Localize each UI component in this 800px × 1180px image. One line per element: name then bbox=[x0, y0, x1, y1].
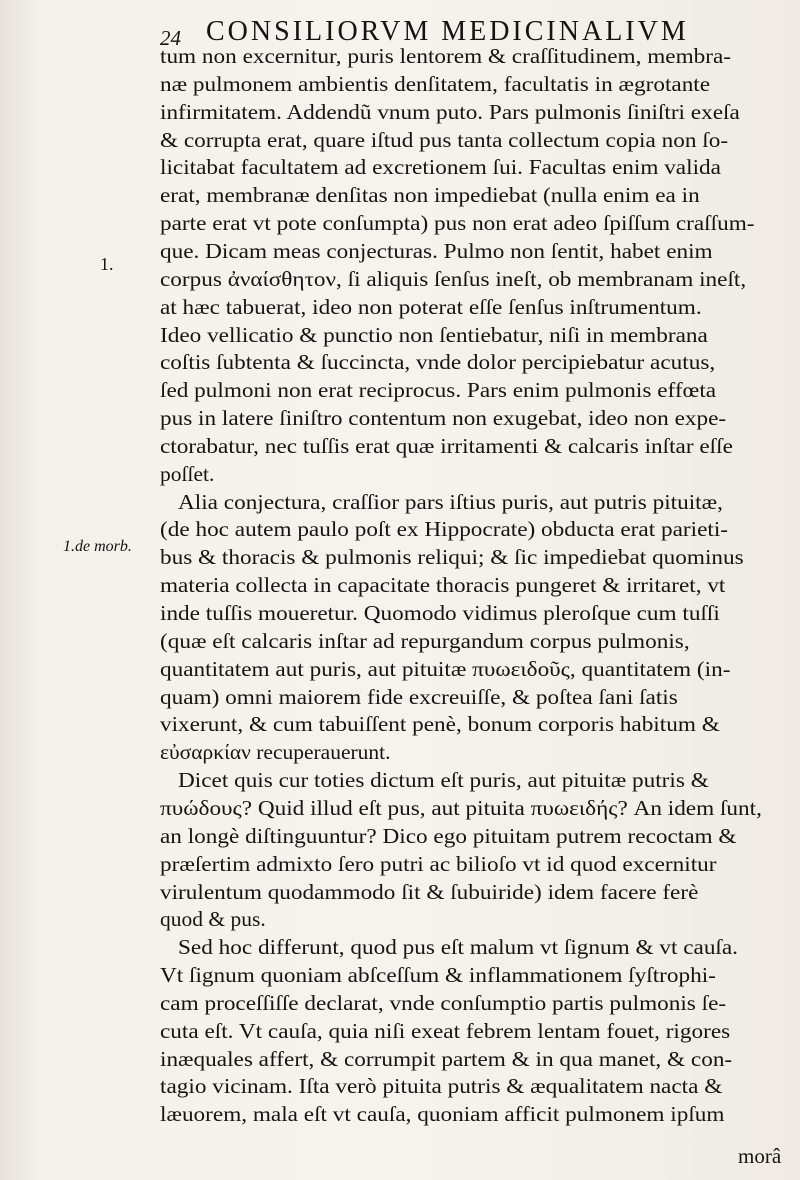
text-line: que. Dicam meas conjecturas. Pulmo non ſentit, habet enim bbox=[160, 238, 713, 263]
text-line: Dicet quis cur toties dictum eſt puris, aut pituitæ putris & bbox=[178, 768, 709, 793]
text-line: εὐσαρκίαν recuperauerunt. bbox=[160, 740, 391, 765]
text-line: ctorabatur, nec tuſſis erat quæ irritamenti & calcaris inſtar eſſe bbox=[160, 433, 733, 458]
text-line: cam proceſſiſſe declarat, vnde conſumptio partis pulmonis ſe- bbox=[160, 990, 727, 1015]
text-line: næ pulmonem ambientis denſitatem, facultatis in ægrotante bbox=[160, 71, 711, 96]
text-line: virulentum quodammodo ſit & ſubuiride) idem facere ferè bbox=[160, 879, 699, 904]
catchword: morâ bbox=[738, 1144, 782, 1168]
text-line: Vt ſignum quoniam abſceſſum & inflammationem ſyſtrophi- bbox=[160, 963, 716, 988]
text-line: at hæc tabuerat, ideo non poterat eſſe ſenſus inſtrumentum. bbox=[160, 294, 702, 319]
text-line: (de hoc autem paulo poſt ex Hippocrate) obducta erat parieti- bbox=[160, 517, 729, 542]
text-line: præſertim admixto ſero putri ac bilioſo vt id quod excernitur bbox=[160, 851, 717, 876]
text-line: licitabat facultatem ad excretionem ſui. Facultas enim valida bbox=[160, 155, 721, 180]
text-line: & corrupta erat, quare iſtud pus tanta collectum copia non ſo- bbox=[160, 127, 729, 152]
text-line: an longè diſtinguuntur? Dico ego pituitam putrem recoctam & bbox=[160, 823, 737, 848]
margin-note: 1. bbox=[100, 254, 114, 274]
text-line: Alia conjectura, craſſior pars iſtius puris, aut putris pituitæ, bbox=[178, 489, 723, 514]
text-line: quantitatem aut puris, aut pituitæ πυωειδοῦς, quantitatem (in- bbox=[160, 656, 731, 681]
text-line: læuorem, mala eſt vt cauſa, quoniam afficit pulmonem ipſum bbox=[160, 1102, 725, 1127]
text-line: (quæ eſt calcaris inſtar ad repurgandum corpus pulmonis, bbox=[160, 628, 690, 653]
text-line: tagio vicinam. Iſta verò pituita putris & æqualitatem nacta & bbox=[160, 1074, 723, 1099]
text-line: poſſet. bbox=[160, 461, 215, 486]
text-line: inæquales affert, & corrumpit partem & in qua manet, & con- bbox=[160, 1046, 733, 1071]
text-line: Ideo vellicatio & punctio non ſentiebatur, niſi in membrana bbox=[160, 322, 708, 347]
text-line: materia collecta in capacitate thoracis pungeret & irritaret, vt bbox=[160, 573, 726, 598]
text-line: ſed pulmoni non erat reciprocus. Pars enim pulmonis effœta bbox=[160, 378, 717, 403]
text-line: inde tuſſis moueretur. Quomodo vidimus pleroſque cum tuſſi bbox=[160, 601, 720, 625]
margin-note: 1.de morb. bbox=[63, 538, 132, 555]
text-line: tum non excernitur, puris lentorem & craſſitudinem, membra- bbox=[160, 44, 732, 68]
page-number: 24 bbox=[160, 26, 181, 50]
text-line: erat, membranæ denſitas non impediebat (nulla enim ea in bbox=[160, 183, 700, 208]
text-line: quam) omni maiorem fide excreuiſſe, & poſtea ſani ſatis bbox=[160, 684, 678, 709]
text-line: Sed hoc differunt, quod pus eſt malum vt ſignum & vt cauſa. bbox=[178, 935, 738, 960]
text-line: parte erat vt pote conſumpta) pus non erat adeo ſpiſſum craſſum- bbox=[160, 211, 755, 236]
text-line: bus & thoracis & pulmonis reliqui; & ſic impediebat quominus bbox=[160, 545, 744, 570]
text-line: πυώδους? Quid illud eſt pus, aut pituita πυωειδής? An idem ſunt, bbox=[160, 795, 762, 820]
running-head: CONSILIORVM MEDICINALIVM bbox=[206, 16, 689, 47]
text-line: quod & pus. bbox=[160, 907, 266, 932]
text-line: cuta eſt. Vt cauſa, quia niſi exeat febrem lentam fouet, rigores bbox=[160, 1018, 731, 1043]
text-line: corpus ἀναίσθητον, ſi aliquis ſenſus ineſt, ob membranam ineſt, bbox=[160, 266, 747, 291]
text-line: vixerunt, & cum tabuiſſent penè, bonum corporis habitum & bbox=[160, 712, 720, 737]
text-line: pus in latere ſiniſtro contentum non exugebat, ideo non expe- bbox=[160, 406, 727, 431]
text-line: infirmitatem. Addendũ vnum puto. Pars pulmonis ſiniſtri exeſa bbox=[160, 99, 740, 124]
text-line: coſtis ſubtenta & ſuccincta, vnde dolor percipiebatur acutus, bbox=[160, 350, 716, 375]
